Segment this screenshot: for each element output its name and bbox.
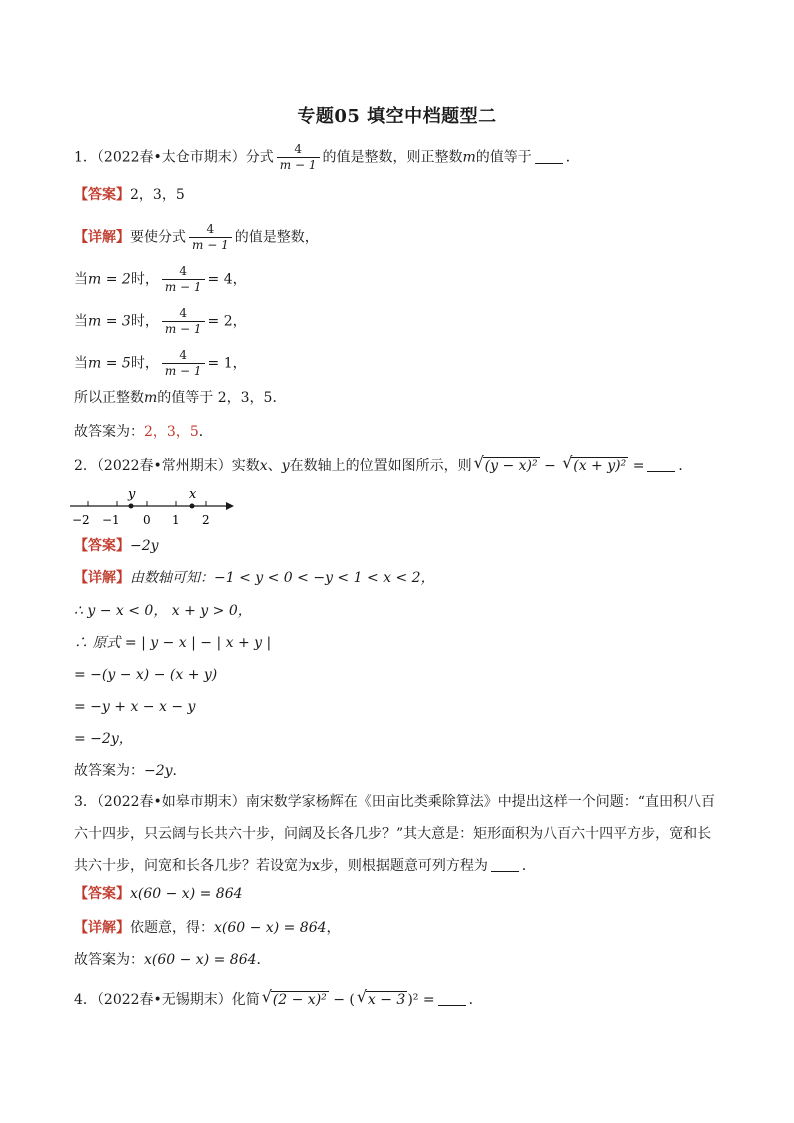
q4-prefix: 4．（2022春•无锡期末）化简 bbox=[74, 992, 260, 1008]
q2-answer: −2y bbox=[130, 538, 159, 554]
q1-detail-label: 【详解】 bbox=[74, 229, 130, 246]
axis-arrow-icon bbox=[226, 502, 234, 510]
q1-case-num: 4 bbox=[179, 264, 187, 278]
q1-answer: 2，3，5 bbox=[130, 187, 185, 203]
q1-case-row bbox=[74, 306, 247, 337]
q1-case-fraction bbox=[162, 264, 205, 295]
q2-detail-label: 【详解】 bbox=[74, 570, 130, 586]
q2-answer-blank[interactable] bbox=[647, 457, 675, 472]
q2-final-vals: −2y bbox=[144, 763, 173, 779]
question-1 bbox=[74, 142, 580, 173]
tick-label: 0 bbox=[143, 513, 151, 527]
q3-final-vals: x(60 − x) = 864 bbox=[144, 952, 257, 968]
q1-detail-den: m − 1 bbox=[189, 237, 232, 253]
radical-icon: √ bbox=[473, 453, 484, 472]
q1-case-res: = 4， bbox=[207, 271, 247, 288]
q2-eq: = bbox=[632, 458, 645, 474]
q3-end: ． bbox=[521, 858, 536, 874]
q3-detail-row bbox=[74, 918, 341, 938]
q1-case-pre: 当 bbox=[74, 271, 88, 288]
q1-answer-row bbox=[74, 185, 185, 205]
q1-case-fraction bbox=[162, 348, 205, 379]
point-y-label: y bbox=[128, 487, 136, 502]
q2-prefix: 2．（2022春•常州期末）实数 bbox=[74, 458, 260, 474]
q2-final-label: 故答案为： bbox=[74, 763, 144, 779]
q2-suffix: 在数轴上的位置如图所示，则 bbox=[289, 458, 472, 474]
q3-detail-label: 【详解】 bbox=[74, 920, 130, 936]
q2-step: ∴ 原式 = | y − x | − | x + y | bbox=[74, 635, 272, 651]
point-y-dot bbox=[129, 504, 134, 509]
q1-final-vals: 2，3，5 bbox=[144, 424, 199, 440]
q1-case-den: m − 1 bbox=[162, 321, 205, 337]
q1-conclusion bbox=[74, 388, 286, 408]
q2-minus: − bbox=[544, 458, 556, 474]
q1-case-cond: m = 3 bbox=[88, 313, 131, 330]
q1-fraction bbox=[277, 142, 320, 173]
q2-step: = −2y， bbox=[74, 731, 133, 747]
q1-detail-b: 的值是整数， bbox=[234, 229, 319, 246]
q1-conclusion-vals: 2，3，5． bbox=[217, 390, 287, 406]
q1-answer-blank[interactable] bbox=[535, 149, 563, 164]
q3-text: 3．（2022春•如皋市期末）南宋数学家杨辉在《田亩比类乘除算法》中提出这样一个问题：“直田积八百六十四步，只云阔与长共六十步，问阔及长各几步？”其大意是：矩形面积为八百六十四平方步，宽和长共六十步，问宽和长各几步？若设宽为x步，则根据题意可列方程为 bbox=[74, 794, 715, 874]
q4-sqrt-2 bbox=[356, 987, 407, 1010]
tick-label: 1 bbox=[172, 513, 180, 527]
q2-step: = −(y − x) − (x + y) bbox=[74, 667, 218, 683]
q1-case-row bbox=[74, 348, 247, 379]
q1-final-label: 故答案为： bbox=[74, 424, 144, 440]
q2-step: = −y + x − x − y bbox=[74, 699, 196, 715]
q1-prefix: 1．（2022春•太仓市期末）分式 bbox=[74, 149, 274, 166]
q1-case-den: m − 1 bbox=[162, 279, 205, 295]
radical-icon: √ bbox=[261, 987, 272, 1006]
q1-case-mid: 时， bbox=[130, 355, 159, 372]
q1-case-pre: 当 bbox=[74, 313, 88, 330]
q1-case-mid: 时， bbox=[130, 271, 159, 288]
q2-sqrt-2 bbox=[562, 453, 628, 476]
question-2 bbox=[74, 453, 693, 476]
q1-detail-a: 要使分式 bbox=[130, 229, 186, 246]
q4-answer-blank[interactable] bbox=[438, 991, 466, 1006]
q3-answer-label: 【答案】 bbox=[74, 886, 130, 902]
q1-conclusion-var: m bbox=[144, 390, 158, 406]
q1-case-pre: 当 bbox=[74, 355, 88, 372]
q1-detail-row bbox=[74, 222, 319, 253]
q1-case-res: = 1， bbox=[207, 355, 247, 372]
q1-detail-fraction bbox=[189, 222, 232, 253]
q1-final-end: ． bbox=[198, 424, 213, 440]
q3-detail-end: ， bbox=[326, 920, 341, 936]
page-title: 专题05 填空中档题型二 bbox=[297, 106, 497, 127]
q1-case-den: m − 1 bbox=[162, 363, 205, 379]
tick-label: 2 bbox=[202, 513, 210, 527]
q2-answer-label: 【答案】 bbox=[74, 538, 130, 554]
q1-frac-num: 4 bbox=[294, 142, 302, 156]
q1-conclusion-b: 的值等于 bbox=[157, 390, 214, 406]
q3-answer-blank[interactable] bbox=[491, 857, 519, 872]
q4-sqrt-1 bbox=[261, 987, 329, 1010]
number-line-svg bbox=[68, 484, 238, 530]
point-x-label: x bbox=[189, 487, 197, 502]
q2-sqrt-1 bbox=[473, 453, 540, 476]
tick-label: −1 bbox=[102, 513, 120, 527]
q4-rad1: (2 − x)² bbox=[272, 992, 327, 1008]
q1-answer-label: 【答案】 bbox=[74, 187, 130, 203]
q2-x: x bbox=[259, 458, 268, 474]
q3-detail-a: 依题意，得： bbox=[130, 920, 214, 936]
q2-end: ． bbox=[678, 458, 693, 474]
q2-detail: 由数轴可知：−1 < y < 0 < −y < 1 < x < 2， bbox=[130, 570, 435, 586]
q4-end: ． bbox=[468, 992, 483, 1008]
q2-sep: 、 bbox=[267, 458, 282, 474]
q1-case-num: 4 bbox=[179, 348, 187, 362]
q2-rad1: (y − x)² bbox=[484, 458, 538, 474]
q1-var: m bbox=[462, 149, 476, 166]
q4-close: )² bbox=[407, 992, 419, 1008]
q1-case-res: = 2， bbox=[207, 313, 247, 330]
q3-answer-row bbox=[74, 884, 243, 904]
q1-case-cond: m = 5 bbox=[88, 355, 131, 372]
q1-suffix-b: 的值等于 bbox=[475, 149, 532, 166]
q2-step: ∴ y − x < 0， x + y > 0， bbox=[74, 603, 252, 619]
q4-eq: = bbox=[422, 992, 435, 1008]
q1-case-num: 4 bbox=[179, 306, 187, 320]
q2-final-end: ． bbox=[172, 763, 187, 779]
q1-detail-num: 4 bbox=[206, 222, 215, 236]
q3-detail-eq: x(60 − x) = 864 bbox=[214, 920, 327, 936]
q1-end: ． bbox=[565, 149, 580, 166]
point-x-dot bbox=[190, 504, 195, 509]
question-3 bbox=[74, 786, 724, 882]
q1-suffix-a: 的值是整数，则正整数 bbox=[322, 149, 463, 166]
q4-rad2: x − 3 bbox=[367, 992, 406, 1008]
number-line-figure bbox=[68, 484, 238, 534]
q2-detail-row bbox=[74, 568, 435, 588]
q1-final bbox=[74, 422, 213, 442]
q1-case-mid: 时， bbox=[130, 313, 159, 330]
q1-conclusion-a: 所以正整数 bbox=[74, 390, 144, 406]
radical-icon: √ bbox=[356, 987, 368, 1006]
radical-icon: √ bbox=[562, 453, 573, 472]
q3-final-end: ． bbox=[256, 952, 271, 968]
q4-minus: − ( bbox=[333, 992, 355, 1008]
q2-y: y bbox=[281, 458, 290, 474]
q3-final-label: 故答案为： bbox=[74, 952, 144, 968]
q1-frac-den: m − 1 bbox=[277, 157, 320, 173]
q1-case-cond: m = 2 bbox=[88, 271, 131, 288]
q3-answer: x(60 − x) = 864 bbox=[130, 886, 243, 902]
q1-case-row bbox=[74, 264, 247, 295]
tick-label: −2 bbox=[72, 513, 90, 527]
q3-final bbox=[74, 950, 271, 970]
q2-answer-row bbox=[74, 536, 159, 556]
q2-final bbox=[74, 761, 187, 781]
q2-rad2: (x + y)² bbox=[573, 458, 627, 474]
q1-case-fraction bbox=[162, 306, 205, 337]
question-4 bbox=[74, 987, 483, 1010]
